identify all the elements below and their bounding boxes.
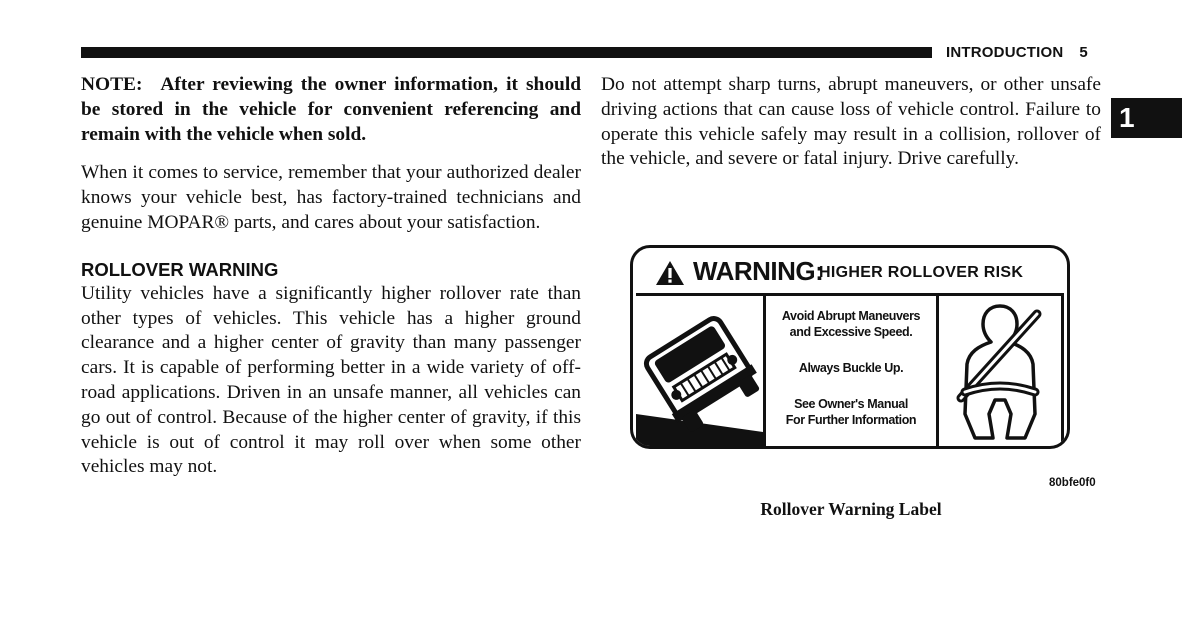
rollover-paragraph: Utility vehicles have a significantly higher rollover rate than other types of vehicles. This vehicle has a higher ground clearance and a higher center of gravity than many passenger cars. It is capable of performing better in a wide variety of off-road applications. Driven in an unsafe manner, all vehicles can go out of control. Because of the higher center of gravity, if this vehicle is out of control it may roll over when some other vehicles may not. — [81, 282, 581, 478]
note-label: NOTE: — [81, 74, 143, 95]
instruction-line: and Excessive Speed. — [789, 325, 913, 339]
seatbelt-panel — [939, 296, 1061, 447]
instruction-line: For Further Information — [785, 413, 917, 427]
instruction-line: Always Buckle Up. — [798, 361, 904, 375]
instruction-panel — [766, 296, 939, 447]
vehicle-panel — [636, 296, 766, 447]
note-text: After reviewing the owner information, it should be stored in the vehicle for convenient referencing and remain with the vehicle when sold. — [81, 74, 581, 145]
running-header — [946, 44, 1088, 61]
note-paragraph — [81, 73, 581, 147]
instruction-line: Avoid Abrupt Maneuvers — [781, 309, 921, 323]
instruction-line: See Owner's Manual — [794, 397, 908, 411]
warning-triangle-icon — [655, 260, 685, 286]
figure-caption: Rollover Warning Label — [760, 499, 942, 519]
right-column — [601, 73, 1101, 172]
label-title — [633, 248, 1067, 292]
header-rule — [81, 47, 932, 58]
section-heading: ROLLOVER WARNING — [81, 258, 279, 280]
seatbelt-person-icon — [939, 296, 1061, 449]
figure-code: 80bfe0f0 — [1049, 477, 1096, 489]
tipping-vehicle-icon — [636, 296, 763, 447]
label-panels — [636, 293, 1064, 447]
chapter-tab: 1 — [1111, 98, 1182, 138]
label-warning-word: WARNING: — [693, 256, 824, 286]
page-number: 5 — [1079, 44, 1088, 61]
label-warning-subtitle: HIGHER ROLLOVER RISK — [819, 264, 1024, 281]
left-column — [81, 73, 581, 480]
rollover-warning-label — [630, 245, 1070, 449]
service-paragraph: When it comes to service, remember that your authorized dealer knows your vehicle best, has factory-trained technicians and genuine MOPAR® parts, and cares about your satisfaction. — [81, 162, 581, 233]
header-section: INTRODUCTION — [946, 44, 1064, 61]
safety-paragraph: Do not attempt sharp turns, abrupt maneuvers, or other unsafe driving actions that can cause loss of vehicle control. Failure to operate this vehicle safely may result in a collision, rollover of the vehicle, and severe or fatal injury. Drive carefully. — [601, 74, 1101, 170]
